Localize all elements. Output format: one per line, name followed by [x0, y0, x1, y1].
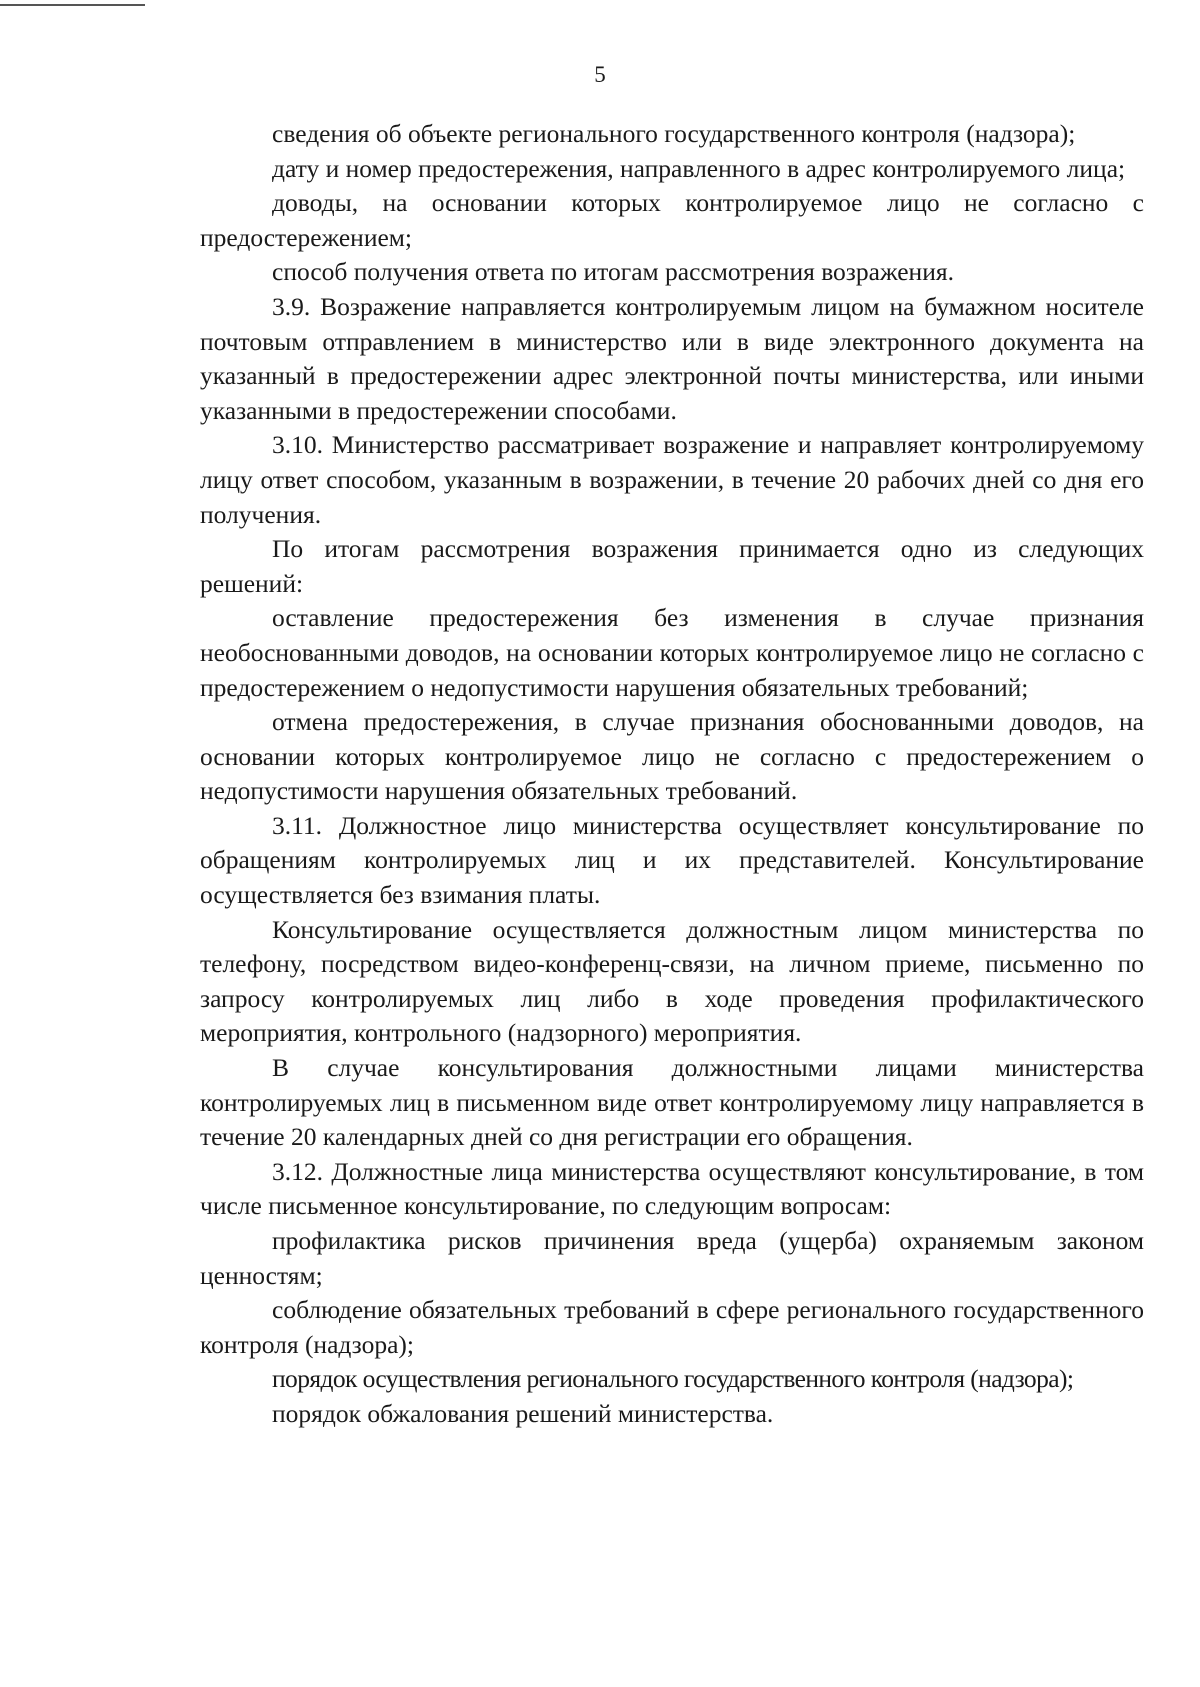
page-number: 5 — [594, 62, 606, 87]
list-item: профилактика рисков причинения вреда (ущерба) охраняемым законом ценностям; — [200, 1226, 1144, 1290]
paragraph: способ получения ответа по итогам рассмотрения возражения. — [272, 257, 954, 287]
paragraph: доводы, на основании которых контролируемое лицо не согласно с предостережением; — [200, 188, 1144, 252]
paragraph-3-10: 3.10. Министерство рассматривает возражение и направляет контролируемому лицу ответ способом, указанным в возражении, в течение 20 рабочих дней со дня его получения. — [200, 430, 1144, 529]
paragraph: сведения об объекте регионального государственного контроля (надзора); — [272, 119, 1076, 148]
list-item: порядок осуществления регионального государственного контроля (надзора); — [272, 1364, 1074, 1394]
paragraph: отмена предостережения, в случае признания обоснованными доводов, на основании которых контролируемое лицо не согласно с предостережением о недопустимости нарушения обязательных требований. — [200, 707, 1144, 806]
paragraph-3-9: 3.9. Возражение направляется контролируемым лицом на бумажном носителе почтовым отправлением в министерство или в виде электронного документа на указанный в предостережении адрес электронной почты министерства, или иными указанными в предостережении способами. — [200, 291, 1144, 425]
paragraph-3-11: 3.11. Должностное лицо министерства осуществляет консультирование по обращениям контролируемых лиц и их представителей. Консультирование осуществляется без взимания платы. — [200, 810, 1144, 910]
list-item: порядок обжалования решений министерства. — [272, 1398, 774, 1428]
paragraph: оставление предостережения без изменения в случае признания необоснованными доводов, на основании которых контролируемое лицо не согласно с предостережением о недопустимости нарушения обязательных требований; — [200, 603, 1144, 702]
paragraph: По итогам рассмотрения возражения принимается одно из следующих решений: — [200, 534, 1144, 598]
document-body — [200, 117, 1144, 1432]
paragraph: дату и номер предостережения, направленного в адрес контролируемого лица; — [272, 153, 1126, 183]
paragraph: Консультирование осуществляется должностным лицом министерства по телефону, посредством видео-конференц-связи, на личном приеме, письменно по запросу контролируемых лиц либо в ходе проведения профилактического мероприятия, контрольного (надзорного) мероприятия. — [200, 914, 1144, 1048]
list-item: соблюдение обязательных требований в сфере регионального государственного контроля (надзора); — [200, 1295, 1144, 1359]
paragraph: В случае консультирования должностными лицами министерства контролируемых лиц в письменном виде ответ контролируемому лицу направляется в течение 20 календарных дней со дня регистрации его обращения. — [200, 1053, 1144, 1152]
scan-edge-mark — [0, 4, 145, 6]
paragraph-3-12: 3.12. Должностные лица министерства осуществляют консультирование, в том числе письменное консультирование, по следующим вопросам: — [200, 1156, 1144, 1221]
